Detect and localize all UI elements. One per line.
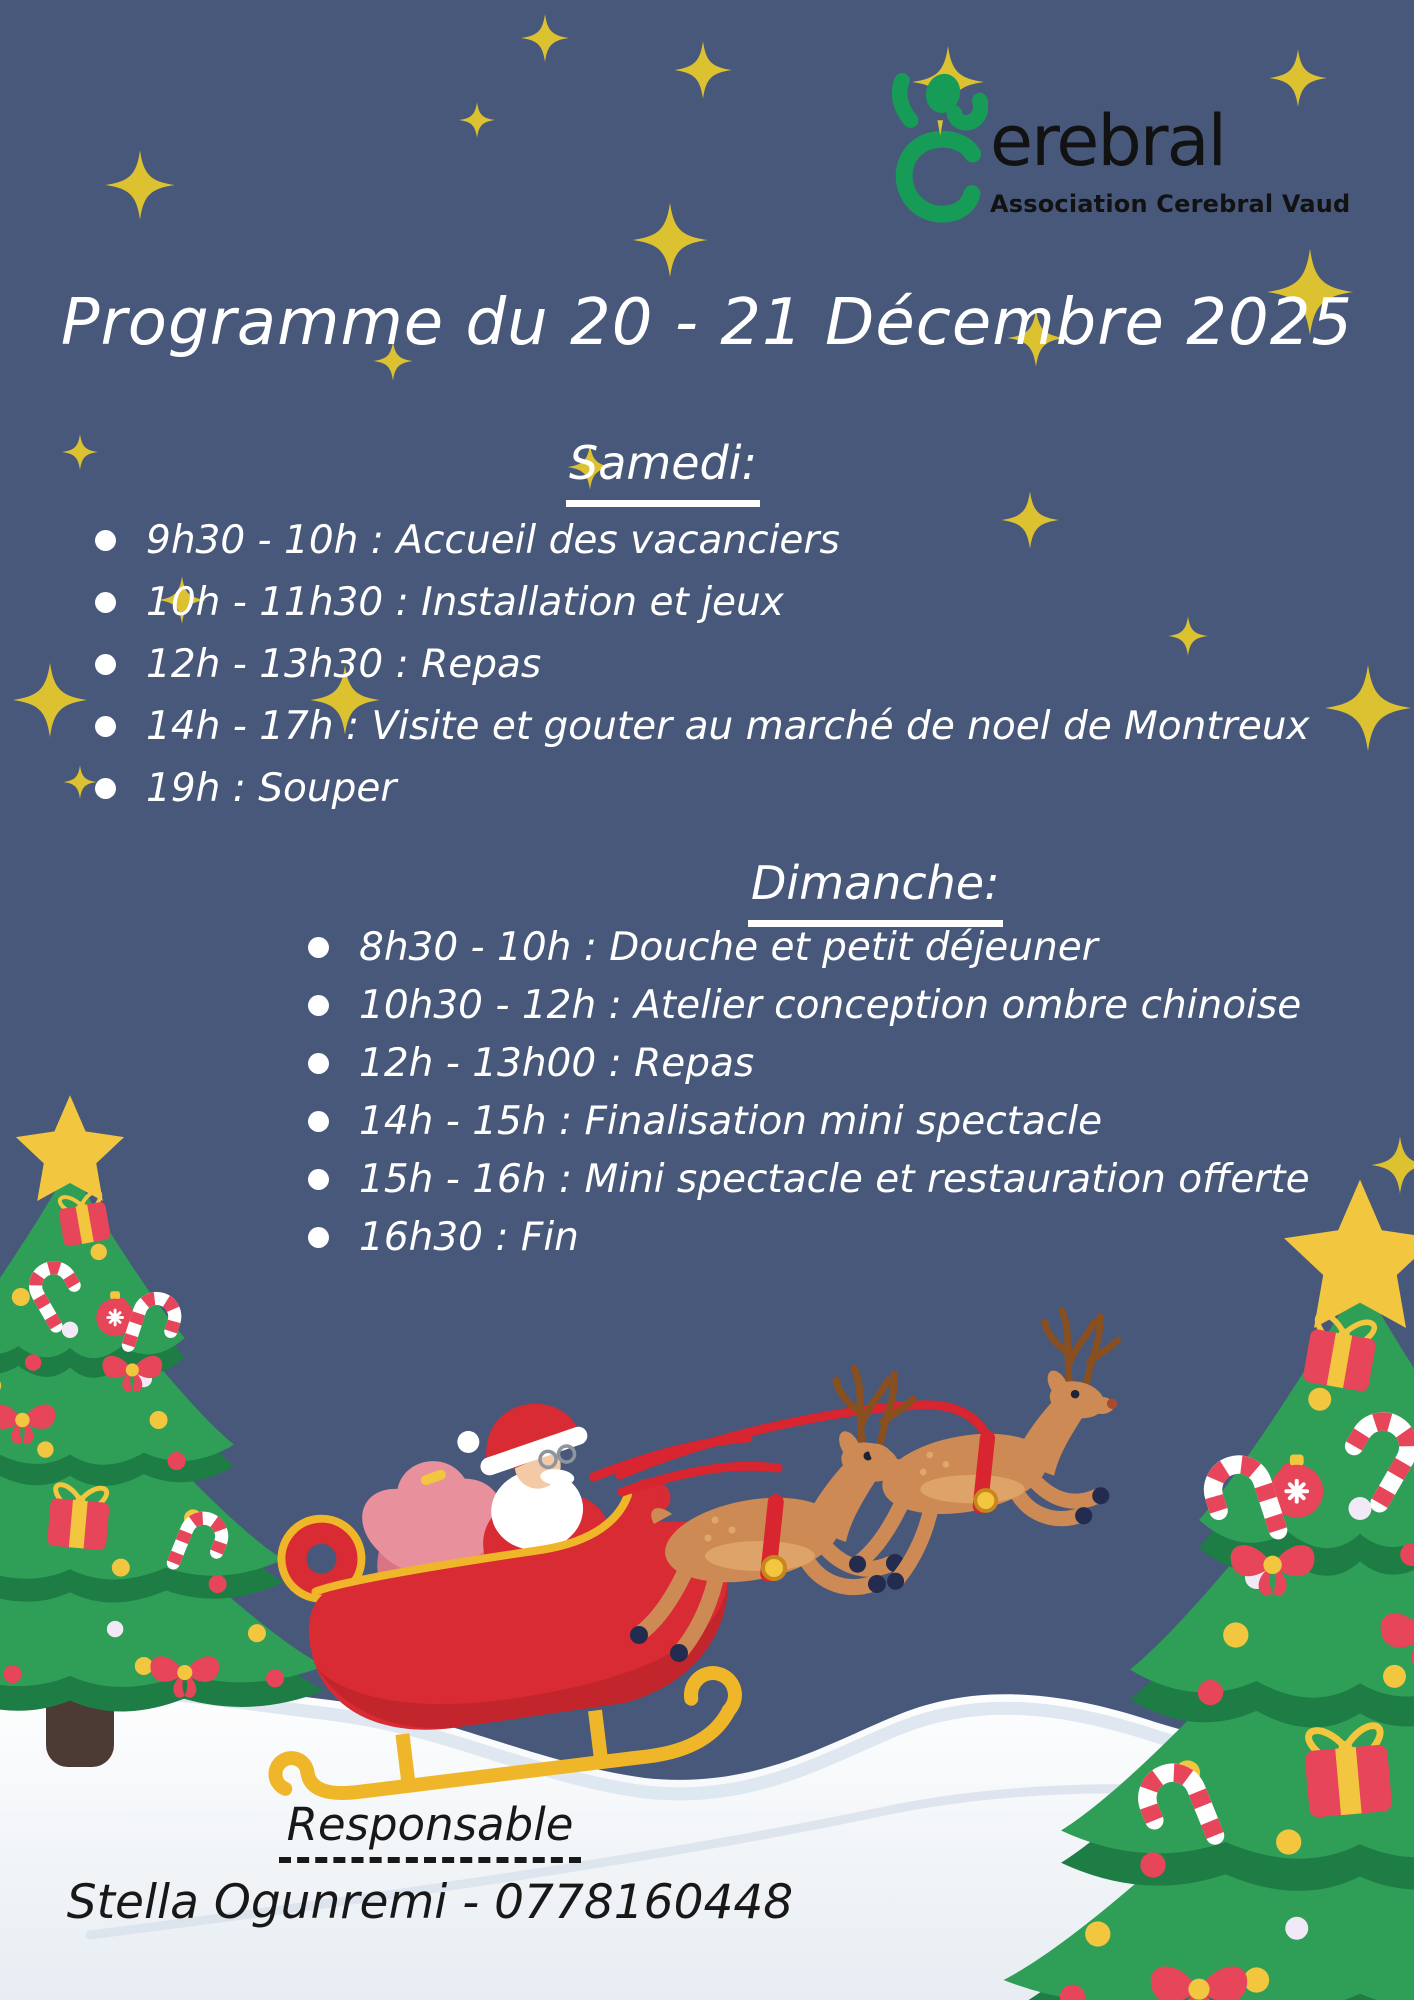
bullet-icon	[95, 716, 116, 737]
sparkle-icon	[459, 102, 495, 138]
cerebral-person-icon	[884, 68, 988, 226]
schedule-item: 12h - 13h00 : Repas	[308, 1034, 1310, 1092]
christmas-tree-left	[0, 1095, 324, 1711]
bullet-icon	[95, 530, 116, 551]
schedule-item: 14h - 17h : Visite et gouter au marché de noel de Montreux	[95, 695, 1310, 757]
logo-association-text: Association Cerebral Vaud	[990, 190, 1351, 218]
footer-contact	[60, 1798, 800, 1930]
sparkle-icon	[1371, 1136, 1414, 1194]
contact-name-phone: Stella Ogunremi - 0778160448	[66, 1875, 794, 1930]
dimanche-schedule	[308, 918, 1310, 1266]
sparkle-icon	[521, 14, 569, 62]
sparkle-icon	[633, 203, 707, 277]
sparkle-icon	[674, 41, 732, 99]
schedule-item: 19h : Souper	[95, 757, 1310, 819]
sparkle-icon	[62, 434, 98, 470]
bullet-icon	[308, 1053, 329, 1074]
schedule-item: 10h30 - 12h : Atelier conception ombre chinoise	[308, 976, 1310, 1034]
bullet-icon	[308, 1111, 329, 1132]
bullet-icon	[308, 1227, 329, 1248]
bullet-icon	[95, 654, 116, 675]
schedule-item: 16h30 : Fin	[308, 1208, 1310, 1266]
bullet-icon	[308, 937, 329, 958]
bullet-icon	[308, 1169, 329, 1190]
schedule-item: 14h - 15h : Finalisation mini spectacle	[308, 1092, 1310, 1150]
bullet-icon	[308, 995, 329, 1016]
dimanche-heading: Dimanche:	[748, 856, 1003, 927]
schedule-item: 9h30 - 10h : Accueil des vacanciers	[95, 509, 1310, 571]
sparkle-icon	[1325, 665, 1411, 751]
schedule-item: 12h - 13h30 : Repas	[95, 633, 1310, 695]
sparkle-icon	[105, 150, 175, 220]
samedi-schedule	[95, 509, 1310, 819]
logo-brand-text: erebral	[990, 100, 1225, 182]
bullet-icon	[95, 778, 116, 799]
poster-title: Programme du 20 - 21 Décembre 2025	[60, 286, 1354, 360]
schedule-item: 15h - 16h : Mini spectacle et restauration offerte	[308, 1150, 1310, 1208]
cerebral-logo	[884, 68, 1350, 226]
samedi-heading: Samedi:	[566, 436, 760, 507]
sparkle-icon	[63, 765, 97, 799]
schedule-item: 10h - 11h30 : Installation et jeux	[95, 571, 1310, 633]
bullet-icon	[95, 592, 116, 613]
responsable-heading: Responsable	[60, 1798, 800, 1863]
schedule-item: 8h30 - 10h : Douche et petit déjeuner	[308, 918, 1310, 976]
sparkle-icon	[13, 663, 87, 737]
